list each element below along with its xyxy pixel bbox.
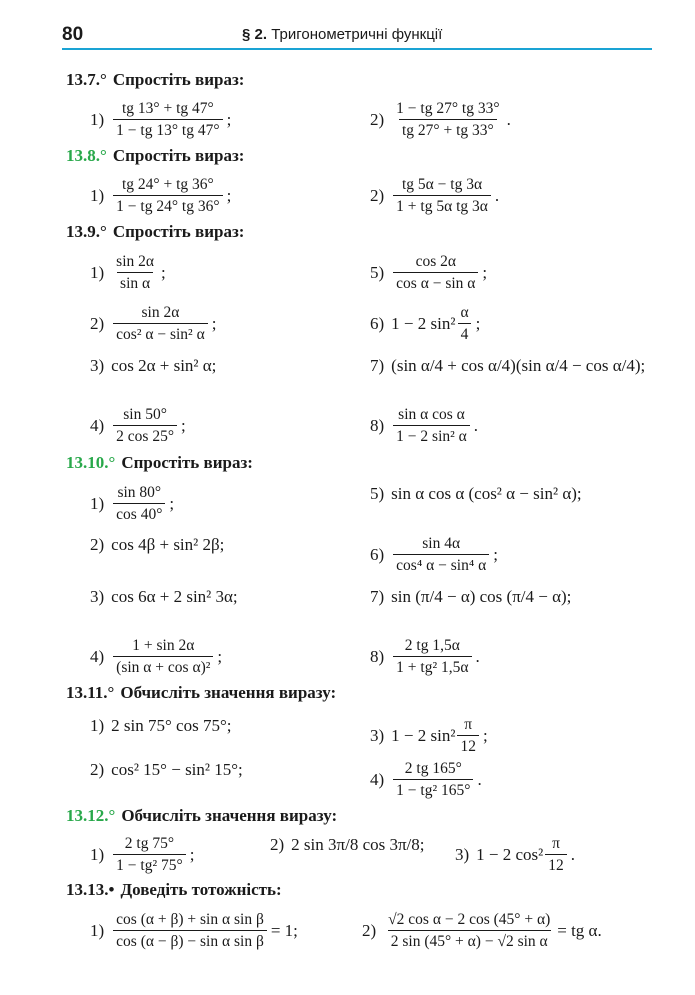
- expression: cos 2α + sin² α;: [111, 356, 217, 375]
- fraction-denominator: cos (α − β) − sin α sin β: [113, 930, 267, 950]
- exercise-number: 13.11.°: [66, 683, 115, 702]
- exercise-instruction: Спростіть вираз:: [121, 453, 253, 472]
- exercise-heading: [66, 70, 244, 90]
- item-label: 3): [370, 725, 385, 745]
- fraction-denominator: 2 cos 25°: [113, 425, 177, 445]
- fraction: [113, 253, 157, 292]
- fraction: [113, 100, 222, 139]
- fraction-denominator: tg 27° + tg 33°: [399, 119, 497, 139]
- item-label: 3): [90, 587, 105, 606]
- item-label: 2): [90, 760, 105, 779]
- fraction-denominator: (sin α + cos α)²: [113, 656, 213, 676]
- expression-tail: .: [473, 415, 479, 435]
- fraction-denominator: 2 sin (45° + α) − √2 sin α: [388, 930, 551, 950]
- exercise-item: [370, 176, 499, 215]
- item-label: 1): [90, 185, 105, 205]
- exercise-item: [90, 587, 238, 607]
- exercise-number: 13.10.°: [66, 453, 116, 472]
- exercise-item: [370, 253, 487, 292]
- fraction: [393, 176, 491, 215]
- exercise-instruction: Доведіть тотожність:: [120, 880, 282, 899]
- expression-tail: ;: [169, 493, 175, 513]
- exercise-number: 13.9.°: [66, 222, 107, 241]
- fraction: [393, 535, 489, 574]
- expression-prefix: 1 − 2 sin²: [391, 725, 456, 745]
- fraction: [457, 304, 471, 343]
- expression-tail: ;: [493, 544, 498, 564]
- expression-tail: ;: [482, 262, 488, 282]
- exercise-item: [370, 587, 571, 607]
- item-label: 7): [370, 587, 385, 606]
- exercise-item: [370, 356, 645, 376]
- fraction: [385, 911, 553, 950]
- item-label: 6): [370, 313, 385, 333]
- fraction-numerator: sin α cos α: [398, 406, 465, 423]
- expression-tail: .: [494, 185, 500, 205]
- expression: 2 sin 75° cos 75°;: [111, 716, 232, 735]
- fraction-denominator: 1 − tg 13° tg 47°: [113, 119, 222, 139]
- exercise-heading: [66, 222, 244, 242]
- fraction-denominator: cos⁴ α − sin⁴ α: [393, 554, 489, 574]
- exercise-heading: [66, 453, 253, 473]
- fraction: [393, 100, 502, 139]
- exercise-number: 13.8.°: [66, 146, 107, 165]
- expression-prefix: 1 − 2 sin²: [391, 313, 456, 333]
- item-label: 2): [90, 313, 105, 333]
- exercise-item: [90, 835, 194, 874]
- expression-tail: ;: [161, 262, 166, 282]
- fraction-denominator: 1 + tg² 1,5α: [393, 656, 471, 676]
- item-label: 2): [370, 109, 385, 129]
- item-label: 4): [90, 646, 105, 666]
- page-header: [62, 22, 652, 50]
- fraction: [113, 406, 177, 445]
- fraction-denominator: cos α − sin α: [393, 272, 478, 292]
- exercise-item: [362, 911, 602, 950]
- fraction-numerator: 1 − tg 27° tg 33°: [396, 100, 500, 117]
- item-label: 1): [90, 844, 105, 864]
- expression: (sin α/4 + cos α/4)(sin α/4 − cos α/4);: [391, 356, 646, 375]
- exercise-item: [370, 535, 498, 574]
- item-label: 1): [90, 920, 105, 940]
- fraction: [113, 637, 213, 676]
- expression-tail: = tg α.: [557, 920, 602, 940]
- fraction-numerator: cos (α + β) + sin α sin β: [116, 911, 264, 928]
- fraction-numerator: sin 2α: [141, 304, 180, 321]
- expression-tail: = 1;: [270, 920, 298, 940]
- fraction-denominator: 1 − tg² 75°: [113, 854, 186, 874]
- item-label: 1): [90, 109, 105, 129]
- expression-tail: ;: [226, 109, 232, 129]
- fraction-numerator: 2 tg 165°: [404, 760, 462, 777]
- fraction: [393, 406, 470, 445]
- fraction-denominator: sin α: [117, 272, 153, 292]
- exercise-item: [90, 637, 222, 676]
- exercise-item: [370, 406, 478, 445]
- exercise-item: [90, 760, 243, 780]
- item-label: 5): [370, 484, 385, 503]
- expression-tail: .: [506, 109, 511, 129]
- expression-tail: ;: [181, 415, 186, 435]
- item-label: 8): [370, 415, 385, 435]
- fraction-numerator: cos 2α: [415, 253, 456, 270]
- item-label: 2): [370, 185, 385, 205]
- exercise-number: 13.7.°: [66, 70, 107, 89]
- exercise-item: [370, 100, 511, 139]
- exercise-number: 13.13.•: [66, 880, 115, 899]
- exercise-instruction: Спростіть вираз:: [112, 146, 245, 165]
- fraction-denominator: cos 40°: [113, 503, 165, 523]
- fraction-numerator: √2 cos α − 2 cos (45° + α): [388, 911, 551, 928]
- exercise-item: [370, 716, 488, 755]
- fraction-denominator: 12: [545, 854, 567, 874]
- fraction: [113, 835, 186, 874]
- exercise-item: [90, 253, 166, 292]
- page-number: 80: [62, 24, 84, 45]
- fraction-denominator: 1 + tg 5α tg 3α: [393, 195, 491, 215]
- exercise-item: [270, 835, 425, 855]
- section-title: Тригонометричні функції: [271, 26, 443, 43]
- exercise-item: [90, 176, 231, 215]
- exercise-item: [455, 835, 575, 874]
- exercise-item: [90, 304, 216, 343]
- exercise-instruction: Обчисліть значення виразу:: [120, 683, 337, 702]
- fraction-denominator: 12: [457, 735, 479, 755]
- fraction-numerator: 2 tg 1,5α: [404, 637, 460, 654]
- item-label: 4): [90, 415, 105, 435]
- fraction: [393, 637, 471, 676]
- expression: cos² 15° − sin² 15°;: [111, 760, 243, 779]
- item-label: 3): [90, 356, 105, 375]
- exercise-item: [90, 911, 298, 950]
- expression-tail: ;: [217, 646, 223, 666]
- expression-tail: .: [477, 769, 482, 789]
- fraction-denominator: 1 − tg 24° tg 36°: [113, 195, 222, 215]
- fraction: [457, 716, 479, 755]
- item-label: 7): [370, 356, 385, 375]
- fraction: [113, 304, 208, 343]
- expression-prefix: 1 − 2 cos²: [476, 844, 544, 864]
- item-label: 1): [90, 716, 105, 735]
- exercise-item: [90, 484, 174, 523]
- item-label: 2): [362, 920, 377, 940]
- fraction-numerator: α: [460, 304, 469, 321]
- expression-tail: ;: [482, 725, 488, 745]
- exercise-item: [370, 637, 480, 676]
- expression: cos 4β + sin² 2β;: [111, 535, 225, 554]
- expression-tail: .: [475, 646, 480, 666]
- fraction-numerator: sin 4α: [422, 535, 461, 552]
- fraction-numerator: sin 50°: [123, 406, 167, 423]
- expression: 2 sin 3π/8 cos 3π/8;: [291, 835, 425, 854]
- fraction-numerator: π: [552, 835, 560, 852]
- fraction: [393, 253, 478, 292]
- fraction-numerator: 2 tg 75°: [124, 835, 175, 852]
- fraction: [393, 760, 473, 799]
- fraction: [113, 911, 267, 950]
- item-label: 5): [370, 262, 385, 282]
- exercise-item: [370, 304, 480, 343]
- fraction-denominator: 1 − 2 sin² α: [393, 425, 470, 445]
- fraction-numerator: π: [464, 716, 473, 733]
- fraction-numerator: tg 5α − tg 3α: [401, 176, 483, 193]
- item-label: 4): [370, 769, 385, 789]
- item-label: 2): [90, 535, 105, 554]
- exercise-instruction: Спростіть вираз:: [112, 222, 245, 241]
- item-label: 8): [370, 646, 385, 666]
- fraction-numerator: sin 80°: [117, 484, 162, 501]
- exercise-instruction: Спростіть вираз:: [112, 70, 245, 89]
- expression-tail: ;: [475, 313, 481, 333]
- exercise-item: [90, 100, 231, 139]
- exercise-number: 13.12.°: [66, 806, 116, 825]
- exercise-instruction: Обчисліть значення виразу:: [121, 806, 338, 825]
- expression-tail: ;: [226, 185, 232, 205]
- expression-tail: ;: [211, 313, 217, 333]
- fraction-numerator: tg 13° + tg 47°: [121, 100, 214, 117]
- item-label: 2): [270, 835, 285, 854]
- fraction-numerator: tg 24° + tg 36°: [121, 176, 214, 193]
- item-label: 6): [370, 544, 385, 564]
- exercise-heading: [66, 806, 337, 826]
- fraction-denominator: 4: [458, 323, 472, 343]
- exercise-heading: [66, 880, 282, 900]
- running-head: [242, 26, 442, 43]
- exercise-heading: [66, 146, 244, 166]
- exercise-item: [90, 406, 186, 445]
- item-label: 1): [90, 262, 105, 282]
- expression: cos 6α + 2 sin² 3α;: [111, 587, 238, 606]
- fraction: [113, 484, 165, 523]
- fraction-denominator: cos² α − sin² α: [113, 323, 208, 343]
- exercise-item: [90, 716, 232, 736]
- exercise-item: [90, 535, 224, 555]
- exercise-item: [370, 760, 482, 799]
- expression: sin (π/4 − α) cos (π/4 − α);: [391, 587, 572, 606]
- fraction-numerator: 1 + sin 2α: [132, 637, 195, 654]
- fraction-numerator: sin 2α: [116, 253, 155, 270]
- expression-tail: ;: [189, 844, 195, 864]
- exercise-item: [370, 484, 582, 504]
- item-label: 1): [90, 493, 105, 513]
- fraction: [545, 835, 567, 874]
- item-label: 3): [455, 844, 470, 864]
- expression: sin α cos α (cos² α − sin² α);: [391, 484, 582, 503]
- fraction-denominator: 1 − tg² 165°: [393, 779, 473, 799]
- exercise-heading: [66, 683, 336, 703]
- section-sign: § 2.: [242, 26, 268, 43]
- fraction: [113, 176, 222, 215]
- exercise-item: [90, 356, 216, 376]
- expression-tail: .: [570, 844, 576, 864]
